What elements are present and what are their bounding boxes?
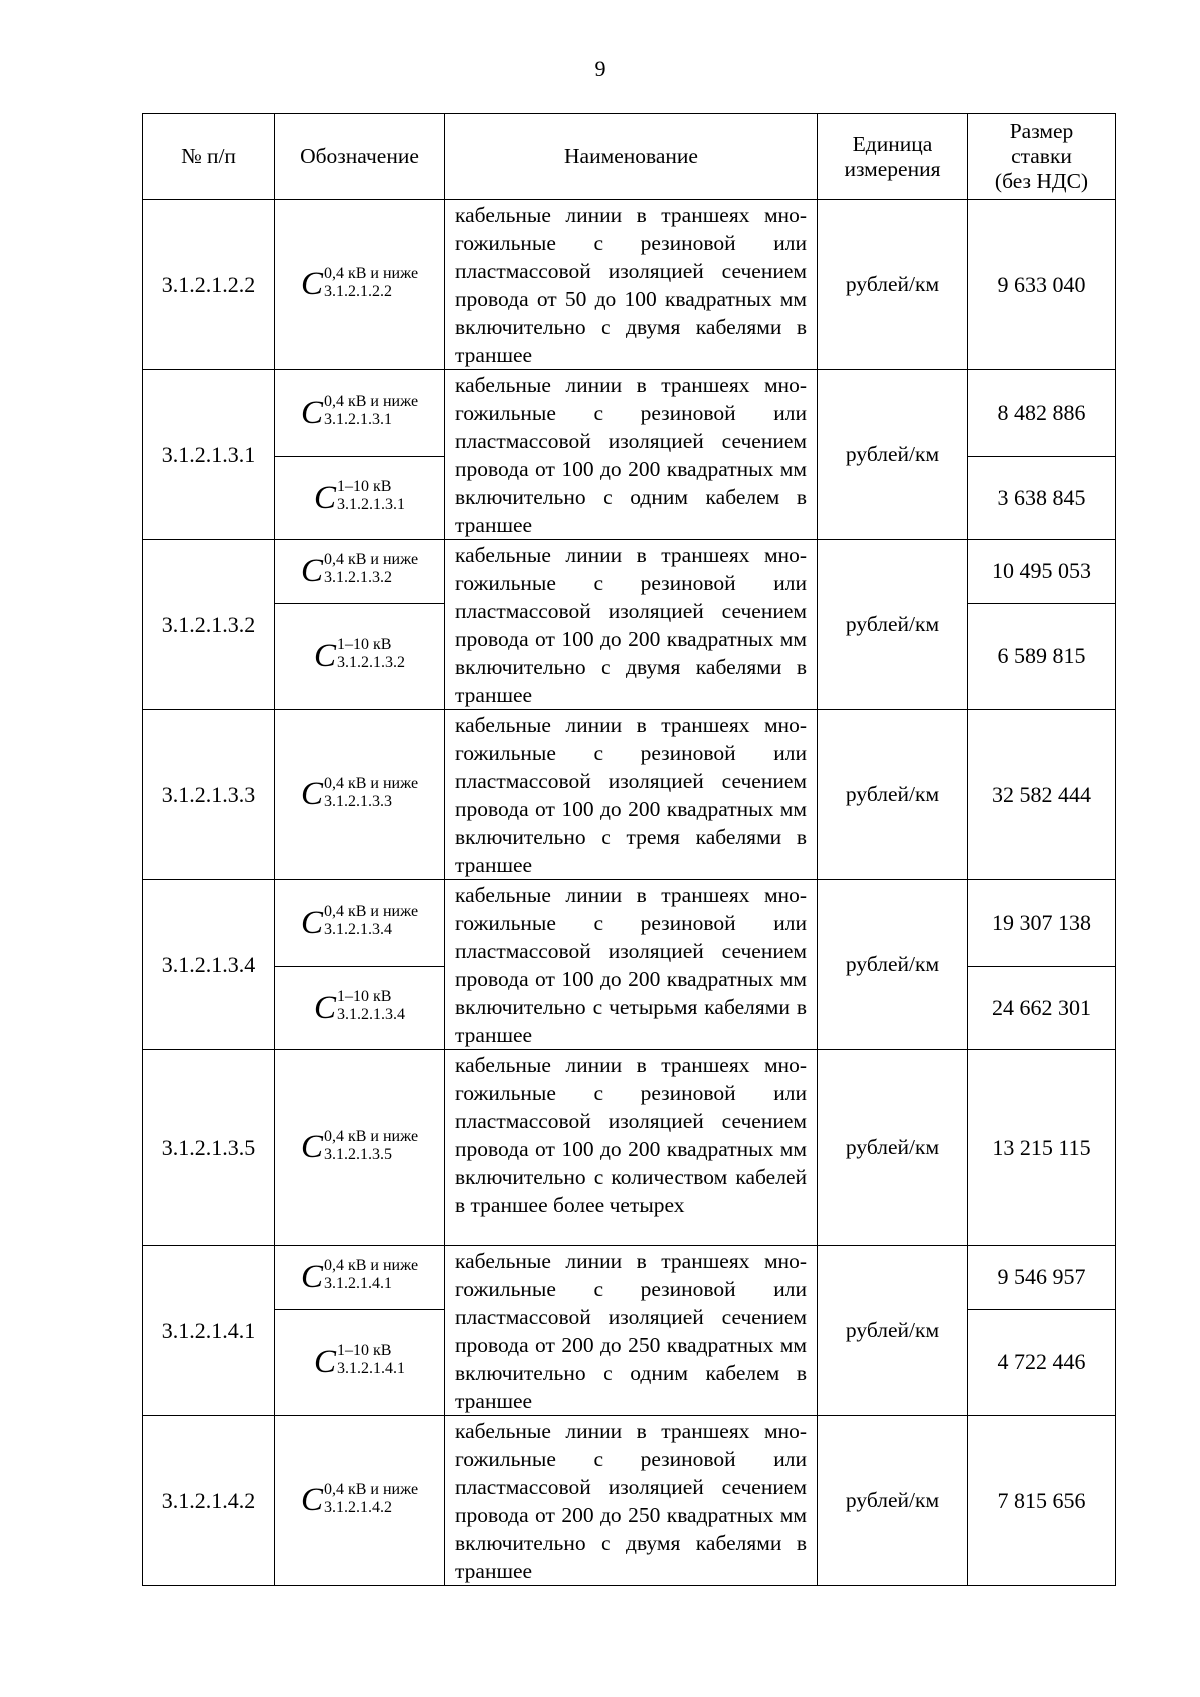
table-row (143, 1246, 1116, 1310)
rate-value: 24 662 301 (968, 967, 1116, 1050)
rate-symbol: C 1–10 кВ 3.1.2.1.3.1 (313, 478, 405, 516)
rate-value: 8 482 886 (968, 370, 1116, 457)
rate-symbol: C 0,4 кВ и ниже 3.1.2.1.4.2 (300, 1480, 419, 1518)
unit-cell: рублей/км (818, 1050, 968, 1246)
rate-value: 6 589 815 (968, 603, 1116, 709)
row-number: 3.1.2.1.3.5 (143, 1050, 275, 1246)
rates-table (142, 113, 1116, 1586)
rate-symbol: C 0,4 кВ и ниже 3.1.2.1.4.1 (300, 1257, 419, 1295)
rate-symbol: C 0,4 кВ и ниже 3.1.2.1.3.1 (300, 393, 419, 431)
designation-cell (275, 457, 445, 540)
header-rate-line1: Размер (1009, 119, 1074, 143)
unit-cell: рублей/км (818, 540, 968, 710)
unit-cell: рублей/км (818, 200, 968, 370)
rate-value: 9 546 957 (968, 1246, 1116, 1310)
rate-symbol: C 0,4 кВ и ниже 3.1.2.1.2.2 (300, 264, 419, 302)
description-cell: кабельные линии в траншеях многожильные с резиновой или пластмассовой изоляцией сечением провода от 100 до 200 квадратных мм включительно с четырьмя кабелями в траншее (445, 880, 818, 1050)
description-cell: кабельные линии в траншеях многожильные с резиновой или пластмассовой изоляцией сечением провода от 100 до 200 квадратных мм включительно с двумя кабелями в траншее (445, 540, 818, 710)
rate-value: 3 638 845 (968, 457, 1116, 540)
description-cell: кабельные линии в траншеях многожильные с резиновой или пластмассовой изоляцией сечением провода от 100 до 200 квадратных мм включительно с одним кабелем в траншее (445, 370, 818, 540)
unit-cell: рублей/км (818, 1246, 968, 1416)
rate-value: 32 582 444 (968, 710, 1116, 880)
designation-cell (275, 1309, 445, 1415)
designation-cell (275, 1050, 445, 1246)
row-number: 3.1.2.1.4.2 (143, 1416, 275, 1586)
rate-value: 4 722 446 (968, 1309, 1116, 1415)
description-cell: кабельные линии в траншеях многожильные с резиновой или пластмассовой изоляцией сечением провода от 200 до 250 квадратных мм включительно с одним кабелем в траншее (445, 1246, 818, 1416)
row-number: 3.1.2.1.3.2 (143, 540, 275, 710)
table-row (143, 1050, 1116, 1246)
designation-cell (275, 603, 445, 709)
header-rate-line3: (без НДС) (994, 169, 1089, 193)
rate-symbol: C 1–10 кВ 3.1.2.1.4.1 (313, 1342, 405, 1380)
table-row (143, 200, 1116, 370)
designation-cell (275, 710, 445, 880)
header-unit-line2: измерения (844, 156, 941, 181)
header-designation: Обозначение (275, 114, 445, 200)
row-number: 3.1.2.1.4.1 (143, 1246, 275, 1416)
table-row (143, 1416, 1116, 1586)
header-rate-line2: ставки (1011, 144, 1072, 168)
header-name: Наименование (445, 114, 818, 200)
rate-value: 19 307 138 (968, 880, 1116, 967)
designation-cell (275, 200, 445, 370)
description-cell: кабельные линии в траншеях многожильные с резиновой или пластмассовой изоляцией сечением провода от 200 до 250 квадратных мм включительно с двумя кабелями в траншее (445, 1416, 818, 1586)
rate-symbol: C 0,4 кВ и ниже 3.1.2.1.3.5 (300, 1127, 419, 1165)
designation-cell (275, 967, 445, 1050)
rate-symbol: C 0,4 кВ и ниже 3.1.2.1.3.3 (300, 774, 419, 812)
table-header-row (143, 114, 1116, 200)
row-number: 3.1.2.1.3.4 (143, 880, 275, 1050)
rate-value: 13 215 115 (968, 1050, 1116, 1246)
designation-cell (275, 540, 445, 604)
row-number: 3.1.2.1.3.3 (143, 710, 275, 880)
header-unit (818, 114, 968, 200)
designation-cell (275, 370, 445, 457)
rate-value: 7 815 656 (968, 1416, 1116, 1586)
unit-cell: рублей/км (818, 1416, 968, 1586)
unit-cell: рублей/км (818, 710, 968, 880)
row-number: 3.1.2.1.3.1 (143, 370, 275, 540)
table-row (143, 710, 1116, 880)
table-row (143, 540, 1116, 604)
description-cell: кабельные линии в траншеях многожильные с резиновой или пластмассовой изоляцией сечением провода от 50 до 100 квадратных мм включительно с двумя кабелями в траншее (445, 200, 818, 370)
rate-value: 9 633 040 (968, 200, 1116, 370)
rate-value: 10 495 053 (968, 540, 1116, 604)
description-cell: кабельные линии в траншеях многожильные с резиновой или пластмассовой изоляцией сечением провода от 100 до 200 квадратных мм включительно с количеством кабелей в траншее более четырех (445, 1050, 818, 1246)
table-row (143, 370, 1116, 457)
table-row (143, 880, 1116, 967)
rate-symbol: C 1–10 кВ 3.1.2.1.3.4 (313, 988, 405, 1026)
designation-cell (275, 1416, 445, 1586)
header-num: № п/п (143, 114, 275, 200)
description-cell: кабельные линии в траншеях многожильные с резиновой или пластмассовой изоляцией сечением провода от 100 до 200 квадратных мм включительно с тремя кабелями в траншее (445, 710, 818, 880)
unit-cell: рублей/км (818, 880, 968, 1050)
designation-cell (275, 1246, 445, 1310)
row-number: 3.1.2.1.2.2 (143, 200, 275, 370)
unit-cell: рублей/км (818, 370, 968, 540)
rate-symbol: C 0,4 кВ и ниже 3.1.2.1.3.2 (300, 551, 419, 589)
designation-cell (275, 880, 445, 967)
page-number: 9 (594, 56, 606, 81)
rate-symbol: C 0,4 кВ и ниже 3.1.2.1.3.4 (300, 903, 419, 941)
rate-symbol: C 1–10 кВ 3.1.2.1.3.2 (313, 636, 405, 674)
header-unit-line1: Единица (852, 131, 933, 156)
header-rate (968, 114, 1116, 200)
